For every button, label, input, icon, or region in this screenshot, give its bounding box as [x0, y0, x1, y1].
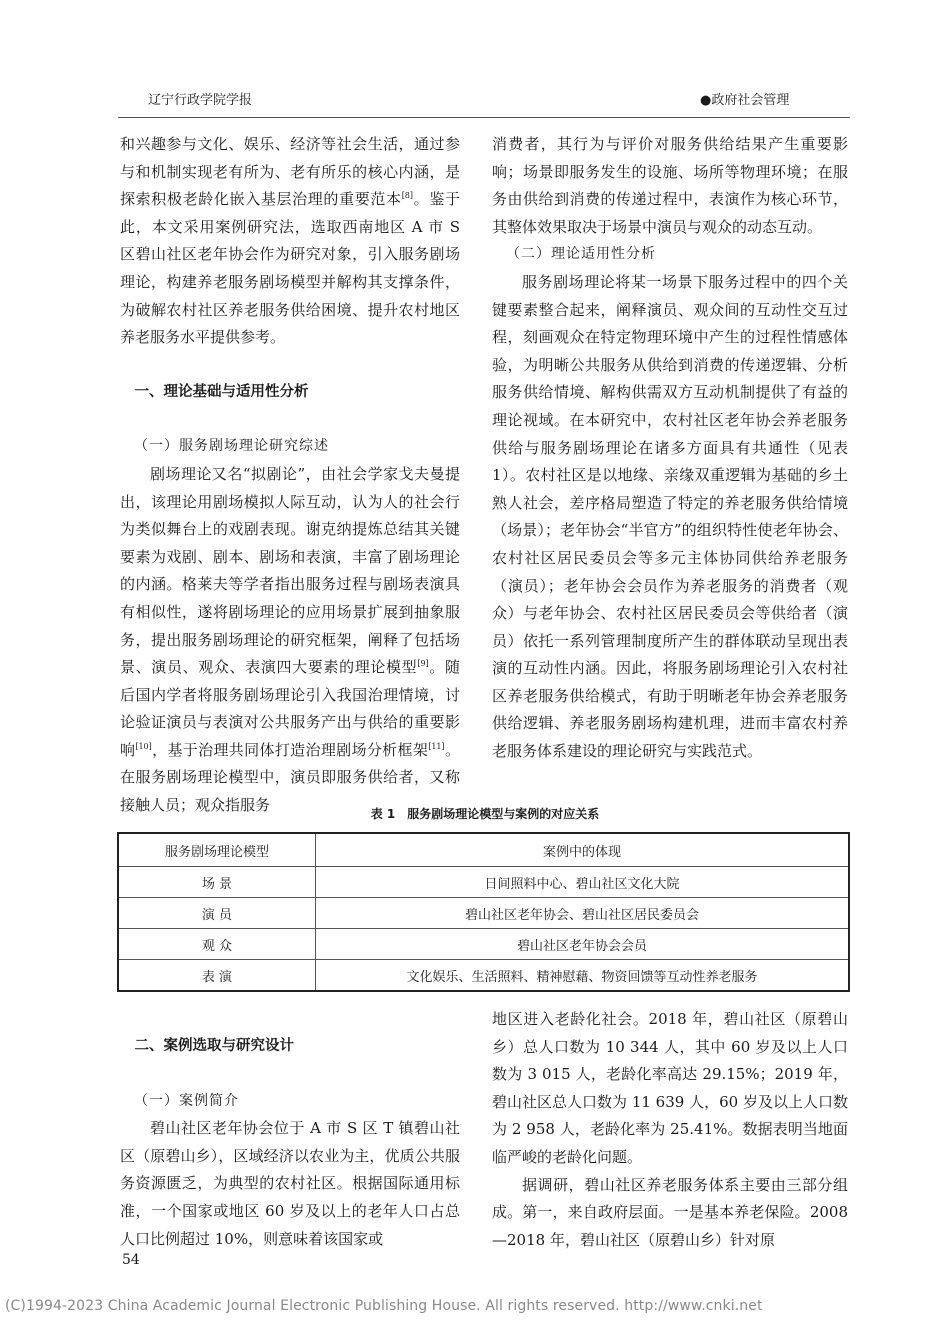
citation: [10]: [135, 741, 152, 751]
subsection-heading: （一）案例简介: [134, 1092, 239, 1109]
citation: [9]: [417, 659, 429, 669]
citation: [8]: [401, 191, 414, 201]
copyright-footer: (C)1994-2023 China Academic Journal Electronic Publishing House. All rights reserved. http://www.cnki.net: [5, 1298, 763, 1314]
subsection-heading: （一）服务剧场理论研究综述: [134, 438, 329, 455]
paragraph: [120, 131, 460, 352]
paragraph: 据调研，碧山社区养老服务体系主要由三部分组成。第一，来自政府层面。一是基本养老保险。2008—2018 年，碧山社区（原碧山乡）针对原: [492, 1175, 848, 1249]
page-number: 54: [122, 1252, 140, 1268]
section-heading: 二、案例选取与研究设计: [134, 1038, 294, 1054]
right-column-top: [492, 131, 848, 766]
table-cell: 文化娱乐、生活照料、精神慰藉、物资回馈等互动性养老服务: [316, 960, 850, 992]
paragraph: [120, 461, 460, 820]
table-row: [118, 929, 849, 960]
table-row: [118, 867, 849, 898]
text: ，基于治理共同体打造治理剧场分析框架: [151, 740, 429, 759]
table-header-cell: 案例中的体现: [316, 833, 850, 867]
text: 和兴趣参与文化、娱乐、经济等社会生活，通过参与和机制实现老有所为、老有所乐的核心内涵，是探索积极老龄化嵌入基层治理的重要范本: [120, 135, 460, 209]
section-heading: 一、理论基础与适用性分析: [134, 383, 309, 400]
journal-name: 辽宁行政学院学报: [148, 93, 253, 108]
text: 。鉴于此，本文采用案例研究法，选取西南地区 A 市 S 区碧山社区老年协会作为研究对象，引入服务剧场理论，构建养老服务剧场模型并解构其支撑条件，为破解农村社区养老服务供给困境、提升农村地区养老服务水平提供参考。: [120, 190, 460, 347]
table-header-cell: 服务剧场理论模型: [118, 833, 316, 867]
table-row: [118, 960, 849, 992]
table-cell: 演 员: [118, 898, 316, 929]
correspondence-table: [117, 832, 850, 992]
paragraph: 碧山社区老年协会位于 A 市 S 区 T 镇碧山社区（原碧山乡），区域经济以农业为主，优质公共服务资源匮乏，为典型的农村社区。根据国际通用标准，一个国家或地区 60 岁及以上的老年人口占总人口比例超过 10%，则意味着该国家或: [120, 1119, 460, 1248]
section-name: ●政府社会管理: [700, 93, 790, 108]
text: 剧场理论又名“拟剧论”，由社会学家戈夫曼提出，该理论用剧场模拟人际互动，认为人的社会行为类似舞台上的戏剧表现。谢克纳提炼总结其关键要素为戏剧、剧本、剧场和表演，丰富了剧场理论的内涵。格莱夫等学者指出服务过程与剧场表演具有相似性，遂将剧场理论的应用场景扩展到抽象服务，提出服务剧场理论的研究框架，阐释了包括场景、演员、观众、表演四大要素的理论模型: [120, 464, 460, 677]
table-cell: 碧山社区老年协会会员: [316, 929, 850, 960]
table-cell: 碧山社区老年协会、碧山社区居民委员会: [316, 898, 850, 929]
table-cell: 场 景: [118, 867, 316, 898]
left-column-top: [120, 131, 460, 820]
header-rule: [118, 117, 850, 118]
table-cell: 表 演: [118, 960, 316, 992]
table-cell: 观 众: [118, 929, 316, 960]
right-column-bottom: [492, 1006, 848, 1254]
table-caption: 表 1 服务剧场理论模型与案例的对应关系: [370, 807, 600, 821]
text: 。在服务剧场理论模型中，演员即服务供给者，又称接触人员；观众指服务: [120, 740, 460, 815]
paragraph: 消费者，其行为与评价对服务供给结果产生重要影响；场景即服务发生的设施、场所等物理环境；在服务由供给到消费的传递过程中，表演作为核心环节，其整体效果取决于场景中演员与观众的动态互动。: [492, 135, 848, 236]
paragraph: 服务剧场理论将某一场景下服务过程中的四个关键要素整合起来，阐释演员、观众间的互动性交互过程，刻画观众在特定物理环境中产生的过程性情感体验，为明晰公共服务从供给到消费的传递逻辑、分析服务供给情境、解构供需双方互动机制提供了有益的理论视域。在本研究中，农村社区老年协会养老服务供给与服务剧场理论在诸多方面具有共通性（见表 1）。农村社区是以地缘、亲缘双重逻辑为基础的乡土熟人社会，差序格局塑造了特定的养老服务供给情境（场景）；老年协会“半官方”的组织特性使老年协会、农村社区居民委员会等多元主体协同供给养老服务（演员）；老年协会会员作为养老服务的消费者（观众）与老年协会、农村社区居民委员会等供给者（演员）依托一系列管理制度所产生的群体联动呈现出表演的互动性内涵。因此，将服务剧场理论引入农村社区养老服务供给模式，有助于明晰老年协会养老服务供给逻辑、养老服务剧场构建机理，进而丰富农村养老服务体系建设的理论研究与实践范式。: [492, 272, 848, 761]
citation: [11]: [428, 741, 445, 751]
table-header-row: [118, 833, 849, 867]
table-cell: 日间照料中心、碧山社区文化大院: [316, 867, 850, 898]
left-column-bottom: [120, 1006, 460, 1253]
table-row: [118, 898, 849, 929]
paragraph: 地区进入老龄化社会。2018 年，碧山社区（原碧山乡）总人口数为 10 344 人，其中 60 岁及以上人口数为 3 015 人，老龄化率高达 29.15%；2019 年，碧山社区总人口数为 11 639 人，60 岁及以上人口数为 2 958 人，老龄化率为 25.41%。数据表明当地面临严峻的老龄化问题。: [492, 1010, 848, 1166]
text: 。随后国内学者将服务剧场理论引入我国治理情境，讨论验证演员与表演对公共服务产出与供给的重要影响: [120, 658, 460, 759]
subsection-heading: （二）理论适用性分析: [506, 246, 656, 263]
